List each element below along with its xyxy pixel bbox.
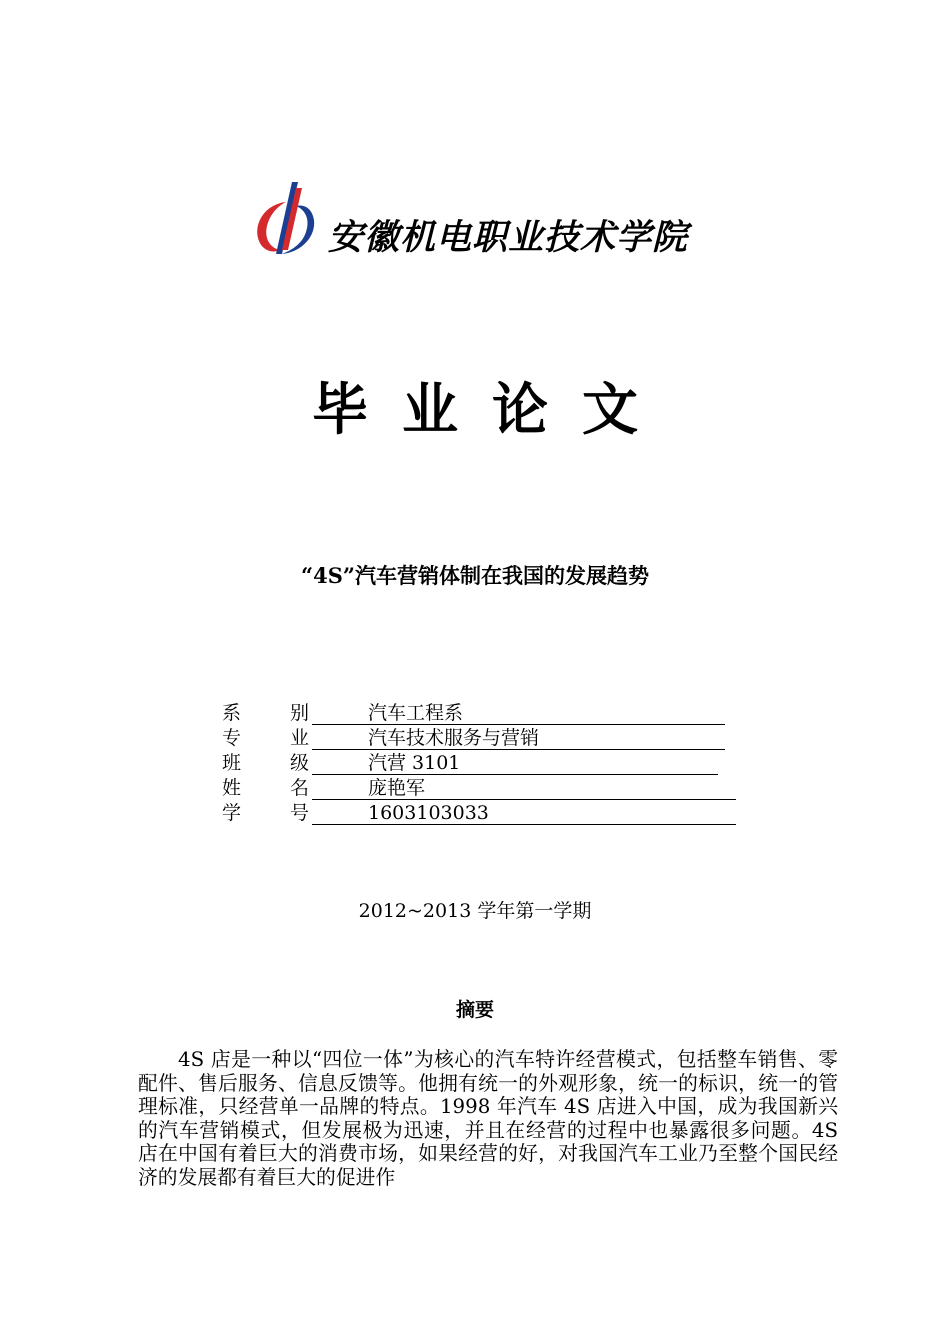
school-header [252,180,772,270]
info-label-char: 专 [222,727,242,749]
info-label-char: 号 [290,802,310,824]
info-label-char: 别 [290,702,310,724]
school-name: 安徽机电职业技术学院 [328,217,689,258]
info-value-name: 庞艳军 [312,776,736,800]
thesis-title: “4S”汽车营销体制在我国的发展趋势 [301,563,649,588]
info-label-char: 班 [222,752,242,774]
school-logo [252,180,320,264]
info-label-char: 系 [222,702,242,724]
info-value-department: 汽车工程系 [312,701,725,725]
thesis-type: 毕业论文 [312,378,672,443]
info-label-char: 业 [290,727,310,749]
info-value-major: 汽车技术服务与营销 [312,726,725,750]
info-value-student-id: 1603103033 [312,801,736,825]
abstract-body: 4S 店是一种以“四位一体”为核心的汽车特许经营模式，包括整车销售、零配件、售后服务、信息反馈等。他拥有统一的外观形象，统一的标识，统一的管理标准，只经营单一品牌的特点。1998 年汽车 4S 店进入中国，成为我国新兴的汽车营销模式，但发展极为迅速，并且在经营的过程中也暴露很多问题。4S 店在中国有着巨大的消费市场，如果经营的好，对我国汽车工业乃至整个国民经济的发展都有着巨大的促进作 [138,1048,838,1189]
semester: 2012~2013 学年第一学期 [358,900,592,922]
abstract-heading: 摘要 [455,999,494,1021]
info-label-char: 姓 [222,777,242,799]
info-value-class: 汽营 3101 [312,751,718,775]
info-label-char: 名 [290,777,310,799]
info-label-char: 学 [222,802,242,824]
info-label-char: 级 [290,752,310,774]
